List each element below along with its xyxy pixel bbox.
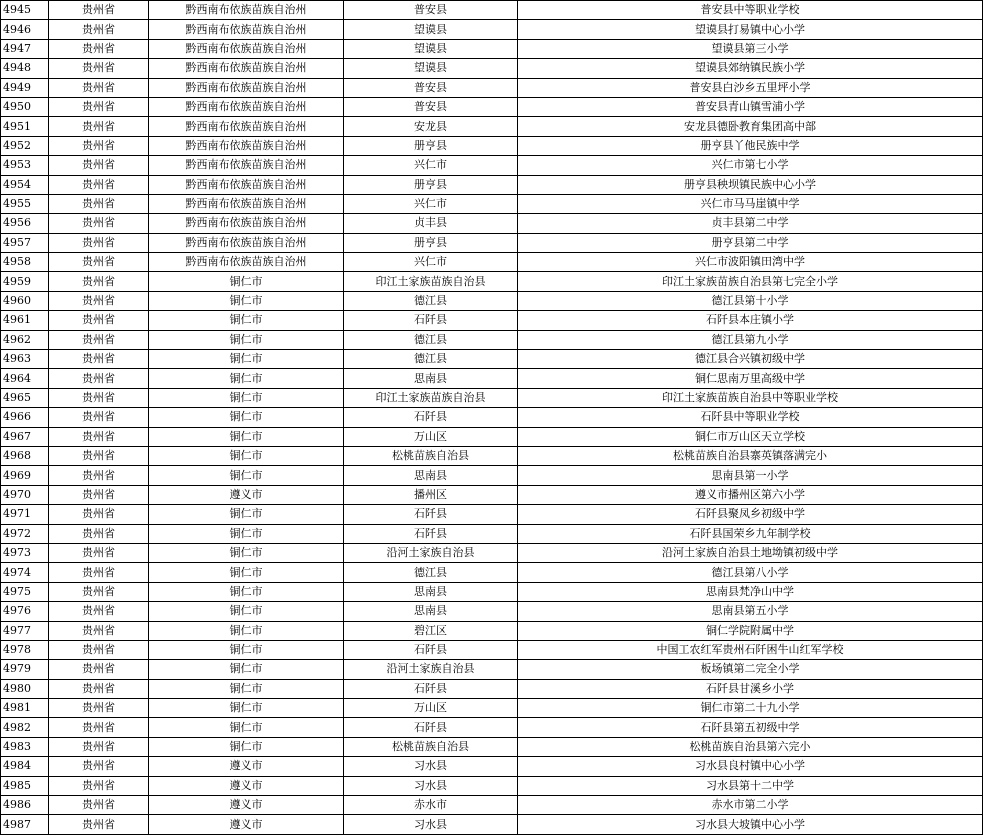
row-number: 4951 xyxy=(1,117,49,136)
school-name-cell: 普安县青山镇雪浦小学 xyxy=(518,97,983,116)
row-number: 4960 xyxy=(1,291,49,310)
row-number: 4946 xyxy=(1,20,49,39)
school-name-cell: 安龙县德卧教育集团高中部 xyxy=(518,117,983,136)
table-row xyxy=(1,350,983,369)
county-cell: 印江土家族苗族自治县 xyxy=(344,388,518,407)
province-cell: 贵州省 xyxy=(49,1,149,20)
table-row xyxy=(1,78,983,97)
school-name-cell: 思南县第五小学 xyxy=(518,602,983,621)
row-number: 4964 xyxy=(1,369,49,388)
city-cell: 铜仁市 xyxy=(149,543,344,562)
city-cell: 铜仁市 xyxy=(149,369,344,388)
row-number: 4945 xyxy=(1,1,49,20)
province-cell: 贵州省 xyxy=(49,427,149,446)
county-cell: 思南县 xyxy=(344,466,518,485)
county-cell: 普安县 xyxy=(344,78,518,97)
county-cell: 兴仁市 xyxy=(344,253,518,272)
province-cell: 贵州省 xyxy=(49,582,149,601)
province-cell: 贵州省 xyxy=(49,699,149,718)
table-row xyxy=(1,156,983,175)
table-row xyxy=(1,485,983,504)
province-cell: 贵州省 xyxy=(49,602,149,621)
province-cell: 贵州省 xyxy=(49,796,149,815)
row-number: 4969 xyxy=(1,466,49,485)
row-number: 4963 xyxy=(1,350,49,369)
province-cell: 贵州省 xyxy=(49,640,149,659)
school-name-cell: 思南县第一小学 xyxy=(518,466,983,485)
row-number: 4982 xyxy=(1,718,49,737)
province-cell: 贵州省 xyxy=(49,679,149,698)
city-cell: 铜仁市 xyxy=(149,272,344,291)
county-cell: 兴仁市 xyxy=(344,194,518,213)
row-number: 4966 xyxy=(1,408,49,427)
row-number: 4984 xyxy=(1,757,49,776)
table-row xyxy=(1,388,983,407)
row-number: 4952 xyxy=(1,136,49,155)
province-cell: 贵州省 xyxy=(49,737,149,756)
city-cell: 铜仁市 xyxy=(149,505,344,524)
county-cell: 石阡县 xyxy=(344,505,518,524)
row-number: 4985 xyxy=(1,776,49,795)
school-name-cell: 铜仁学院附属中学 xyxy=(518,621,983,640)
table-row xyxy=(1,582,983,601)
province-cell: 贵州省 xyxy=(49,59,149,78)
table-row xyxy=(1,117,983,136)
province-cell: 贵州省 xyxy=(49,505,149,524)
school-name-cell: 沿河土家族自治县土地坳镇初级中学 xyxy=(518,543,983,562)
city-cell: 黔西南布依族苗族自治州 xyxy=(149,39,344,58)
city-cell: 遵义市 xyxy=(149,796,344,815)
province-cell: 贵州省 xyxy=(49,78,149,97)
row-number: 4972 xyxy=(1,524,49,543)
school-name-cell: 册亨县第二中学 xyxy=(518,233,983,252)
county-cell: 松桃苗族自治县 xyxy=(344,737,518,756)
table-row xyxy=(1,272,983,291)
row-number: 4973 xyxy=(1,543,49,562)
school-name-cell: 习水县第十二中学 xyxy=(518,776,983,795)
province-cell: 贵州省 xyxy=(49,272,149,291)
province-cell: 贵州省 xyxy=(49,524,149,543)
province-cell: 贵州省 xyxy=(49,815,149,834)
school-name-cell: 石阡县聚凤乡初级中学 xyxy=(518,505,983,524)
row-number: 4958 xyxy=(1,253,49,272)
province-cell: 贵州省 xyxy=(49,776,149,795)
province-cell: 贵州省 xyxy=(49,330,149,349)
province-cell: 贵州省 xyxy=(49,20,149,39)
table-row xyxy=(1,136,983,155)
city-cell: 铜仁市 xyxy=(149,466,344,485)
row-number: 4981 xyxy=(1,699,49,718)
city-cell: 铜仁市 xyxy=(149,737,344,756)
table-row xyxy=(1,699,983,718)
county-cell: 习水县 xyxy=(344,815,518,834)
school-name-cell: 兴仁市第七小学 xyxy=(518,156,983,175)
city-cell: 黔西南布依族苗族自治州 xyxy=(149,175,344,194)
city-cell: 铜仁市 xyxy=(149,291,344,310)
county-cell: 望谟县 xyxy=(344,20,518,39)
row-number: 4970 xyxy=(1,485,49,504)
county-cell: 德江县 xyxy=(344,330,518,349)
school-name-cell: 德江县第八小学 xyxy=(518,563,983,582)
table-row xyxy=(1,97,983,116)
county-cell: 安龙县 xyxy=(344,117,518,136)
province-cell: 贵州省 xyxy=(49,311,149,330)
school-name-cell: 兴仁市马马崖镇中学 xyxy=(518,194,983,213)
city-cell: 铜仁市 xyxy=(149,602,344,621)
county-cell: 德江县 xyxy=(344,291,518,310)
table-row xyxy=(1,175,983,194)
county-cell: 播州区 xyxy=(344,485,518,504)
school-name-cell: 普安县中等职业学校 xyxy=(518,1,983,20)
county-cell: 德江县 xyxy=(344,563,518,582)
school-name-cell: 贞丰县第二中学 xyxy=(518,214,983,233)
school-name-cell: 册亨县秧坝镇民族中心小学 xyxy=(518,175,983,194)
county-cell: 习水县 xyxy=(344,757,518,776)
table-row xyxy=(1,39,983,58)
province-cell: 贵州省 xyxy=(49,156,149,175)
city-cell: 铜仁市 xyxy=(149,408,344,427)
city-cell: 黔西南布依族苗族自治州 xyxy=(149,194,344,213)
city-cell: 铜仁市 xyxy=(149,446,344,465)
province-cell: 贵州省 xyxy=(49,485,149,504)
table-row xyxy=(1,330,983,349)
row-number: 4954 xyxy=(1,175,49,194)
city-cell: 黔西南布依族苗族自治州 xyxy=(149,97,344,116)
row-number: 4962 xyxy=(1,330,49,349)
province-cell: 贵州省 xyxy=(49,660,149,679)
school-name-cell: 册亨县丫他民族中学 xyxy=(518,136,983,155)
county-cell: 普安县 xyxy=(344,97,518,116)
school-name-cell: 铜仁市第二十九小学 xyxy=(518,699,983,718)
table-row xyxy=(1,737,983,756)
table-row xyxy=(1,640,983,659)
row-number: 4953 xyxy=(1,156,49,175)
province-cell: 贵州省 xyxy=(49,97,149,116)
city-cell: 铜仁市 xyxy=(149,718,344,737)
county-cell: 望谟县 xyxy=(344,39,518,58)
table-body xyxy=(1,1,983,835)
school-name-cell: 德江县合兴镇初级中学 xyxy=(518,350,983,369)
city-cell: 铜仁市 xyxy=(149,699,344,718)
school-name-cell: 思南县梵净山中学 xyxy=(518,582,983,601)
city-cell: 黔西南布依族苗族自治州 xyxy=(149,233,344,252)
row-number: 4949 xyxy=(1,78,49,97)
province-cell: 贵州省 xyxy=(49,233,149,252)
table-row xyxy=(1,505,983,524)
school-name-cell: 铜仁市万山区天立学校 xyxy=(518,427,983,446)
county-cell: 石阡县 xyxy=(344,718,518,737)
city-cell: 黔西南布依族苗族自治州 xyxy=(149,214,344,233)
province-cell: 贵州省 xyxy=(49,136,149,155)
school-name-cell: 松桃苗族自治县寨英镇落满完小 xyxy=(518,446,983,465)
table-row xyxy=(1,796,983,815)
county-cell: 石阡县 xyxy=(344,408,518,427)
city-cell: 铜仁市 xyxy=(149,388,344,407)
county-cell: 贞丰县 xyxy=(344,214,518,233)
province-cell: 贵州省 xyxy=(49,718,149,737)
county-cell: 石阡县 xyxy=(344,311,518,330)
row-number: 4968 xyxy=(1,446,49,465)
province-cell: 贵州省 xyxy=(49,350,149,369)
table-row xyxy=(1,369,983,388)
county-cell: 沿河土家族自治县 xyxy=(344,543,518,562)
county-cell: 普安县 xyxy=(344,1,518,20)
table-row xyxy=(1,543,983,562)
province-cell: 贵州省 xyxy=(49,214,149,233)
row-number: 4956 xyxy=(1,214,49,233)
table-row xyxy=(1,446,983,465)
county-cell: 册亨县 xyxy=(344,233,518,252)
table-row xyxy=(1,757,983,776)
county-cell: 望谟县 xyxy=(344,59,518,78)
province-cell: 贵州省 xyxy=(49,291,149,310)
school-name-cell: 遵义市播州区第六小学 xyxy=(518,485,983,504)
row-number: 4950 xyxy=(1,97,49,116)
table-row xyxy=(1,815,983,834)
city-cell: 黔西南布依族苗族自治州 xyxy=(149,1,344,20)
province-cell: 贵州省 xyxy=(49,253,149,272)
table-row xyxy=(1,20,983,39)
row-number: 4986 xyxy=(1,796,49,815)
school-name-cell: 德江县第十小学 xyxy=(518,291,983,310)
row-number: 4980 xyxy=(1,679,49,698)
row-number: 4971 xyxy=(1,505,49,524)
county-cell: 石阡县 xyxy=(344,640,518,659)
province-cell: 贵州省 xyxy=(49,757,149,776)
county-cell: 册亨县 xyxy=(344,175,518,194)
row-number: 4977 xyxy=(1,621,49,640)
school-name-cell: 望谟县郊纳镇民族小学 xyxy=(518,59,983,78)
school-name-cell: 赤水市第二小学 xyxy=(518,796,983,815)
table-row xyxy=(1,679,983,698)
table-row xyxy=(1,253,983,272)
row-number: 4987 xyxy=(1,815,49,834)
city-cell: 铜仁市 xyxy=(149,640,344,659)
city-cell: 铜仁市 xyxy=(149,350,344,369)
province-cell: 贵州省 xyxy=(49,621,149,640)
city-cell: 遵义市 xyxy=(149,757,344,776)
province-cell: 贵州省 xyxy=(49,194,149,213)
county-cell: 印江土家族苗族自治县 xyxy=(344,272,518,291)
table-row xyxy=(1,718,983,737)
county-cell: 思南县 xyxy=(344,602,518,621)
city-cell: 黔西南布依族苗族自治州 xyxy=(149,117,344,136)
row-number: 4983 xyxy=(1,737,49,756)
county-cell: 万山区 xyxy=(344,427,518,446)
table-row xyxy=(1,660,983,679)
school-name-cell: 石阡县国荣乡九年制学校 xyxy=(518,524,983,543)
table-row xyxy=(1,214,983,233)
city-cell: 铜仁市 xyxy=(149,524,344,543)
school-name-cell: 习水县良村镇中心小学 xyxy=(518,757,983,776)
row-number: 4957 xyxy=(1,233,49,252)
school-name-cell: 石阡县第五初级中学 xyxy=(518,718,983,737)
school-name-cell: 石阡县甘溪乡小学 xyxy=(518,679,983,698)
county-cell: 赤水市 xyxy=(344,796,518,815)
county-cell: 万山区 xyxy=(344,699,518,718)
county-cell: 习水县 xyxy=(344,776,518,795)
province-cell: 贵州省 xyxy=(49,446,149,465)
city-cell: 黔西南布依族苗族自治州 xyxy=(149,253,344,272)
county-cell: 石阡县 xyxy=(344,679,518,698)
province-cell: 贵州省 xyxy=(49,408,149,427)
table-row xyxy=(1,776,983,795)
table-row xyxy=(1,1,983,20)
row-number: 4965 xyxy=(1,388,49,407)
row-number: 4961 xyxy=(1,311,49,330)
table-row xyxy=(1,291,983,310)
county-cell: 德江县 xyxy=(344,350,518,369)
county-cell: 思南县 xyxy=(344,582,518,601)
city-cell: 铜仁市 xyxy=(149,621,344,640)
row-number: 4974 xyxy=(1,563,49,582)
city-cell: 遵义市 xyxy=(149,485,344,504)
table-row xyxy=(1,311,983,330)
city-cell: 黔西南布依族苗族自治州 xyxy=(149,20,344,39)
city-cell: 铜仁市 xyxy=(149,330,344,349)
school-name-cell: 板场镇第二完全小学 xyxy=(518,660,983,679)
school-name-cell: 望谟县打易镇中心小学 xyxy=(518,20,983,39)
county-cell: 松桃苗族自治县 xyxy=(344,446,518,465)
school-name-cell: 兴仁市波阳镇田湾中学 xyxy=(518,253,983,272)
county-cell: 沿河土家族自治县 xyxy=(344,660,518,679)
table-row xyxy=(1,408,983,427)
city-cell: 铜仁市 xyxy=(149,311,344,330)
province-cell: 贵州省 xyxy=(49,466,149,485)
province-cell: 贵州省 xyxy=(49,388,149,407)
city-cell: 铜仁市 xyxy=(149,660,344,679)
table-row xyxy=(1,233,983,252)
row-number: 4976 xyxy=(1,602,49,621)
city-cell: 黔西南布依族苗族自治州 xyxy=(149,136,344,155)
table-row xyxy=(1,621,983,640)
table-row xyxy=(1,194,983,213)
province-cell: 贵州省 xyxy=(49,543,149,562)
table-row xyxy=(1,602,983,621)
school-name-cell: 石阡县本庄镇小学 xyxy=(518,311,983,330)
city-cell: 铜仁市 xyxy=(149,679,344,698)
province-cell: 贵州省 xyxy=(49,39,149,58)
row-number: 4975 xyxy=(1,582,49,601)
city-cell: 遵义市 xyxy=(149,815,344,834)
province-cell: 贵州省 xyxy=(49,369,149,388)
table-row xyxy=(1,466,983,485)
table-row xyxy=(1,563,983,582)
table-row xyxy=(1,524,983,543)
county-cell: 兴仁市 xyxy=(344,156,518,175)
row-number: 4947 xyxy=(1,39,49,58)
city-cell: 黔西南布依族苗族自治州 xyxy=(149,156,344,175)
province-cell: 贵州省 xyxy=(49,563,149,582)
school-name-cell: 德江县第九小学 xyxy=(518,330,983,349)
province-cell: 贵州省 xyxy=(49,117,149,136)
city-cell: 黔西南布依族苗族自治州 xyxy=(149,78,344,97)
row-number: 4959 xyxy=(1,272,49,291)
row-number: 4978 xyxy=(1,640,49,659)
county-cell: 册亨县 xyxy=(344,136,518,155)
city-cell: 铜仁市 xyxy=(149,427,344,446)
county-cell: 思南县 xyxy=(344,369,518,388)
school-name-cell: 铜仁思南万里高级中学 xyxy=(518,369,983,388)
row-number: 4967 xyxy=(1,427,49,446)
city-cell: 铜仁市 xyxy=(149,563,344,582)
table-row xyxy=(1,427,983,446)
school-name-cell: 普安县白沙乡五里坪小学 xyxy=(518,78,983,97)
school-name-cell: 印江土家族苗族自治县中等职业学校 xyxy=(518,388,983,407)
row-number: 4948 xyxy=(1,59,49,78)
row-number: 4979 xyxy=(1,660,49,679)
county-cell: 碧江区 xyxy=(344,621,518,640)
school-name-cell: 印江土家族苗族自治县第七完全小学 xyxy=(518,272,983,291)
city-cell: 遵义市 xyxy=(149,776,344,795)
school-name-cell: 中国工农红军贵州石阡困牛山红军学校 xyxy=(518,640,983,659)
county-cell: 石阡县 xyxy=(344,524,518,543)
city-cell: 铜仁市 xyxy=(149,582,344,601)
province-cell: 贵州省 xyxy=(49,175,149,194)
school-name-cell: 习水县大坡镇中心小学 xyxy=(518,815,983,834)
city-cell: 黔西南布依族苗族自治州 xyxy=(149,59,344,78)
table-row xyxy=(1,59,983,78)
row-number: 4955 xyxy=(1,194,49,213)
school-name-cell: 石阡县中等职业学校 xyxy=(518,408,983,427)
school-name-cell: 望谟县第三小学 xyxy=(518,39,983,58)
school-name-cell: 松桃苗族自治县第六完小 xyxy=(518,737,983,756)
